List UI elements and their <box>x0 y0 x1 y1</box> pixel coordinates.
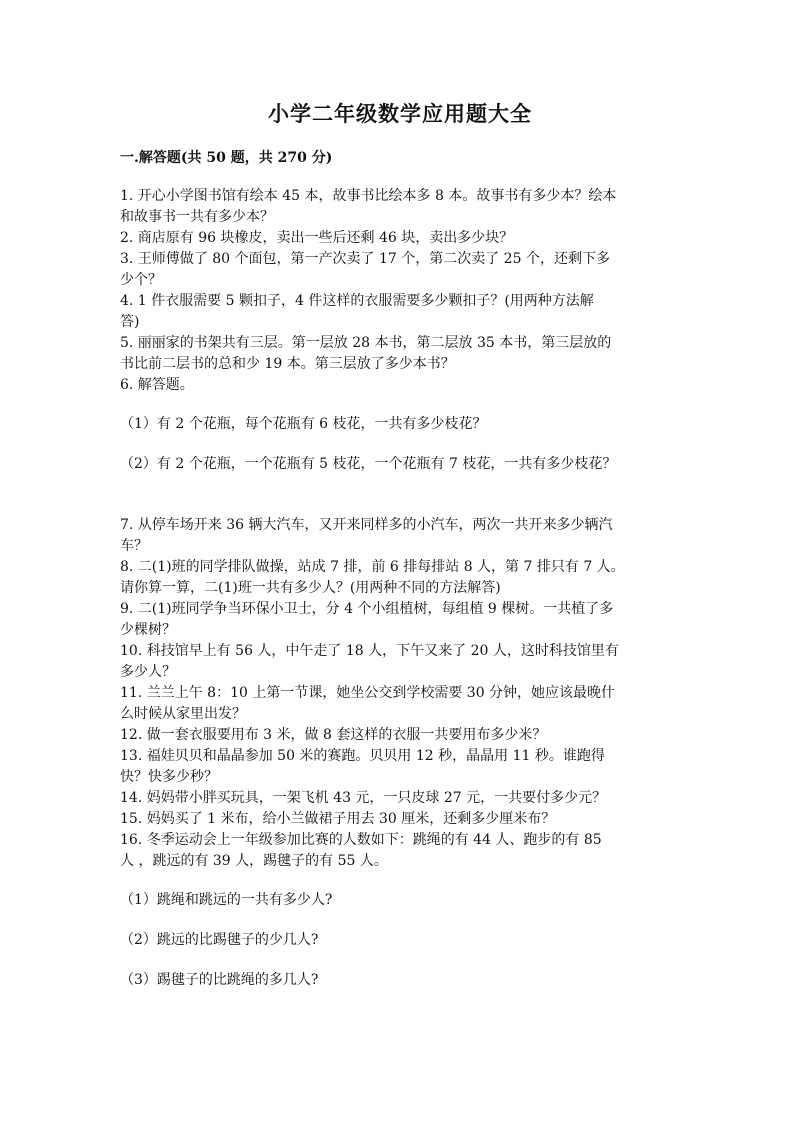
question-5-line-2: 书比前二层书的总和少 19 本。第三层放了多少本书？ <box>120 356 455 372</box>
question-15: 15. 妈妈买了 1 米布，给小兰做裙子用去 30 厘米，还剩多少厘米布？ <box>120 811 556 827</box>
question-12: 12. 做一套衣服要用布 3 米，做 8 套这样的衣服一共要用布多少米？ <box>120 727 547 743</box>
question-6-part-2: （2）有 2 个花瓶，一个花瓶有 5 枝花，一个花瓶有 7 枝花，一共有多少枝花？ <box>120 456 617 472</box>
question-14: 14. 妈妈带小胖买玩具，一架飞机 43 元，一只皮球 27 元，一共要付多少元？ <box>120 790 607 806</box>
question-6-part-1: （1）有 2 个花瓶，每个花瓶有 6 枝花，一共有多少枝花？ <box>120 416 487 432</box>
question-3-line-1: 3. 王师傅做了 80 个面包，第一产次卖了 17 个，第二次卖了 25 个，还剩下多 <box>120 251 610 267</box>
question-7-line-1: 7. 从停车场开来 36 辆大汽车，又开来同样多的小汽车，两次一共开来多少辆汽 <box>120 517 613 533</box>
question-9-line-1: 9. 二(1)班同学争当环保小卫士，分 4 个小组植树，每组植 9 棵树。一共植了多 <box>120 601 614 617</box>
question-9-line-2: 少棵树？ <box>120 622 176 638</box>
question-7-line-2: 车？ <box>120 538 148 554</box>
question-16-line-2: 人 ，跳远的有 39 人，踢毽子的有 55 人。 <box>120 853 388 869</box>
question-16-part-1: （1）跳绳和跳远的一共有多少人? <box>120 892 333 908</box>
question-4-line-2: 答) <box>120 314 140 330</box>
question-4-line-1: 4. 1 件衣服需要 5 颗扣子，4 件这样的衣服需要多少颗扣子？(用两种方法解 <box>120 293 594 309</box>
question-16-line-1: 16. 冬季运动会上一年级参加比赛的人数如下：跳绳的有 44 人、跑步的有 85 <box>120 832 602 848</box>
question-16-part-2: （2）跳远的比踢毽子的少几人? <box>120 932 319 948</box>
question-1-line-1: 1. 开心小学图书馆有绘本 45 本，故事书比绘本多 8 本。故事书有多少本？绘本 <box>120 188 617 204</box>
question-8-line-2: 请你算一算，二(1)班一共有多少人？(用两种不同的方法解答) <box>120 580 501 596</box>
question-1-line-2: 和故事书一共有多少本？ <box>120 209 274 225</box>
question-10-line-1: 10. 科技馆早上有 56 人，中午走了 18 人，下午又来了 20 人，这时科技馆里有 <box>120 643 619 659</box>
question-13-line-2: 快？快多少秒？ <box>120 769 218 785</box>
question-3-line-2: 少个？ <box>120 272 162 288</box>
question-11-line-2: 么时候从家里出发？ <box>120 706 246 722</box>
question-2: 2. 商店原有 96 块橡皮，卖出一些后还剩 46 块，卖出多少块？ <box>120 230 514 246</box>
question-6: 6. 解答题。 <box>120 377 194 393</box>
page-title: 小学二年级数学应用题大全 <box>268 101 532 126</box>
section-heading: 一.解答题(共 50 题，共 270 分) <box>120 150 333 166</box>
question-5-line-1: 5. 丽丽家的书架共有三层。第一层放 28 本书，第二层放 35 本书，第三层放的 <box>120 335 612 351</box>
question-11-line-1: 11. 兰兰上午 8：10 上第一节课，她坐公交到学校需要 30 分钟，她应该最晚什 <box>120 685 616 701</box>
question-16-part-3: （3）踢毽子的比跳绳的多几人? <box>120 972 319 988</box>
question-10-line-2: 多少人？ <box>120 664 176 680</box>
question-13-line-1: 13. 福娃贝贝和晶晶参加 50 米的赛跑。贝贝用 12 秒，晶晶用 11 秒。谁跑得 <box>120 748 605 764</box>
question-8-line-1: 8. 二(1)班的同学排队做操，站成 7 排，前 6 排每排站 8 人，第 7 排只有 7 人。 <box>120 559 625 575</box>
